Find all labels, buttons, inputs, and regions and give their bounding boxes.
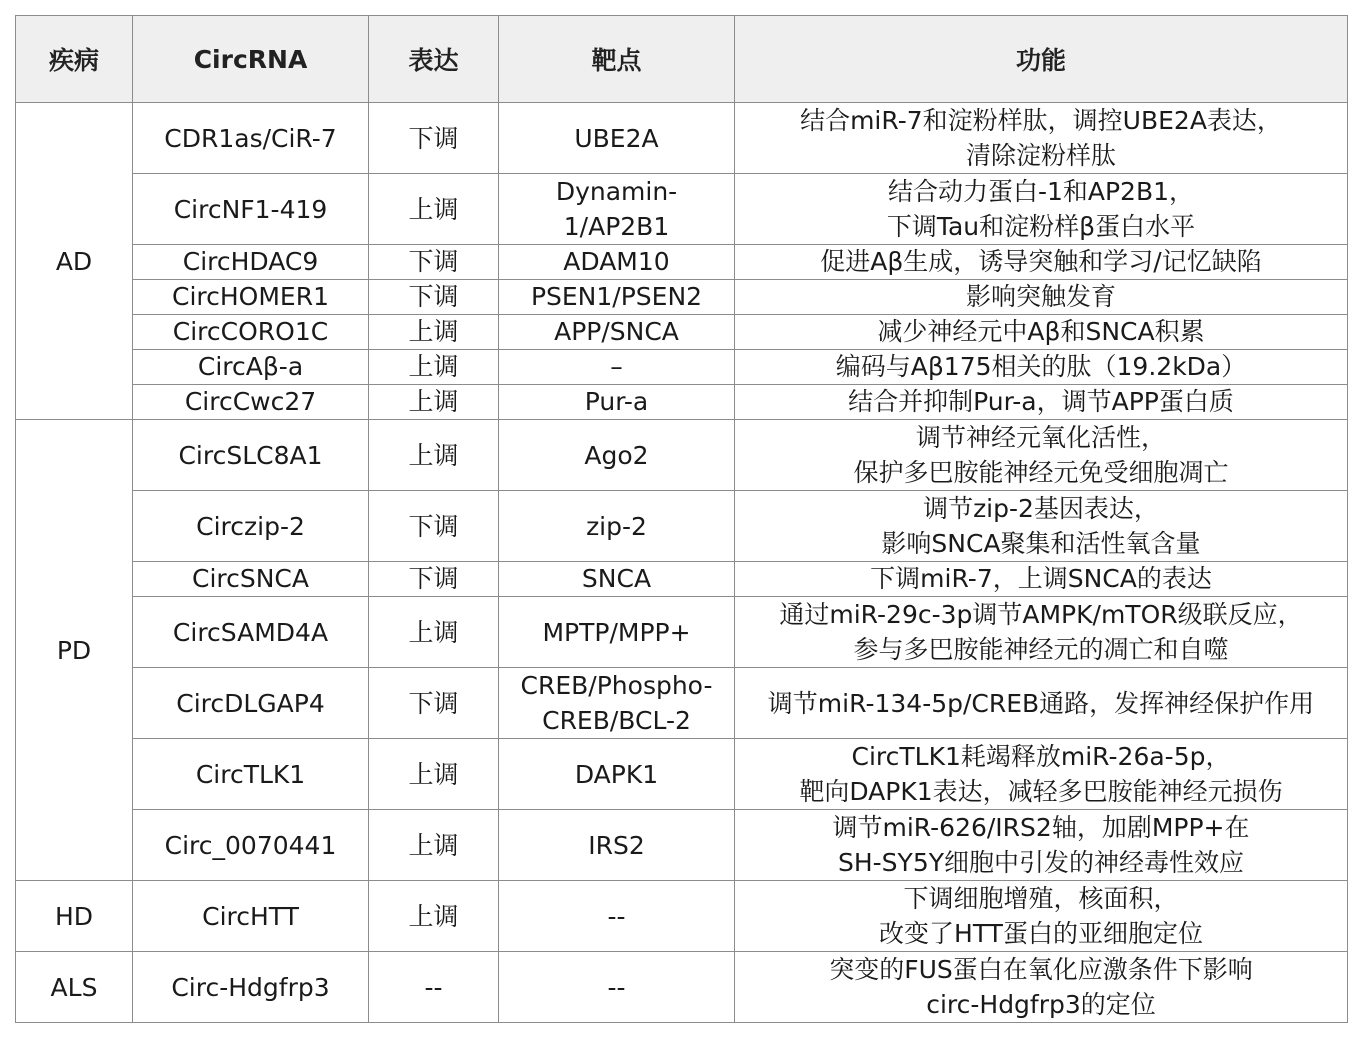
circrna-cell: Circ-Hdgfrp3 (133, 952, 369, 1023)
circrna-cell: CircSLC8A1 (133, 420, 369, 491)
function-cell: 下调miR-7，上调SNCA的表达 (735, 562, 1348, 597)
target-cell: PSEN1/PSEN2 (499, 280, 735, 315)
circrna-cell: CircCORO1C (133, 315, 369, 350)
disease-cell-ad: AD (16, 103, 133, 420)
circrna-cell: Circ_0070441 (133, 810, 369, 881)
table-row (16, 103, 1348, 174)
table-row (16, 174, 1348, 245)
target-cell: -- (499, 952, 735, 1023)
function-cell: CircTLK1耗竭释放miR-26a-5p， 靶向DAPK1表达，减轻多巴胺能神经元损伤 (735, 739, 1348, 810)
expression-cell: 下调 (369, 245, 499, 280)
table-row (16, 385, 1348, 420)
circrna-cell: CircTLK1 (133, 739, 369, 810)
circrna-table (15, 15, 1348, 1023)
table-header-row (16, 16, 1348, 103)
expression-cell: 上调 (369, 315, 499, 350)
target-cell: UBE2A (499, 103, 735, 174)
table-container (15, 15, 1348, 1023)
function-cell: 编码与Aβ175相关的肽（19.2kDa） (735, 350, 1348, 385)
function-cell: 影响突触发育 (735, 280, 1348, 315)
expression-cell: 上调 (369, 881, 499, 952)
table-row (16, 315, 1348, 350)
function-cell: 通过miR-29c-3p调节AMPK/mTOR级联反应， 参与多巴胺能神经元的凋亡和自噬 (735, 597, 1348, 668)
header-disease: 疾病 (16, 16, 133, 103)
table-row (16, 597, 1348, 668)
table-row (16, 810, 1348, 881)
function-cell: 减少神经元中Aβ和SNCA积累 (735, 315, 1348, 350)
circrna-cell: CircNF1-419 (133, 174, 369, 245)
expression-cell: 下调 (369, 668, 499, 739)
expression-cell: 下调 (369, 103, 499, 174)
header-expression: 表达 (369, 16, 499, 103)
circrna-cell: CircSNCA (133, 562, 369, 597)
expression-cell: 下调 (369, 491, 499, 562)
table-row (16, 739, 1348, 810)
function-cell: 调节miR-134-5p/CREB通路，发挥神经保护作用 (735, 668, 1348, 739)
circrna-cell: CircHTT (133, 881, 369, 952)
table-row (16, 952, 1348, 1023)
function-cell: 下调细胞增殖，核面积， 改变了HTT蛋白的亚细胞定位 (735, 881, 1348, 952)
expression-cell: 上调 (369, 597, 499, 668)
table-row (16, 420, 1348, 491)
function-cell: 调节神经元氧化活性， 保护多巴胺能神经元免受细胞凋亡 (735, 420, 1348, 491)
target-cell: ADAM10 (499, 245, 735, 280)
table-row (16, 280, 1348, 315)
target-cell: Pur-a (499, 385, 735, 420)
circrna-cell: CircHDAC9 (133, 245, 369, 280)
target-cell: -- (499, 881, 735, 952)
function-cell: 结合动力蛋白-1和AP2B1， 下调Tau和淀粉样β蛋白水平 (735, 174, 1348, 245)
table-row (16, 245, 1348, 280)
function-cell: 结合并抑制Pur-a，调节APP蛋白质 (735, 385, 1348, 420)
circrna-cell: CircAβ-a (133, 350, 369, 385)
circrna-cell: CircDLGAP4 (133, 668, 369, 739)
target-cell: MPTP/MPP+ (499, 597, 735, 668)
expression-cell: -- (369, 952, 499, 1023)
target-cell: DAPK1 (499, 739, 735, 810)
expression-cell: 上调 (369, 350, 499, 385)
target-cell: CREB/Phospho- CREB/BCL-2 (499, 668, 735, 739)
circrna-cell: Circzip-2 (133, 491, 369, 562)
circrna-cell: CDR1as/CiR-7 (133, 103, 369, 174)
expression-cell: 上调 (369, 739, 499, 810)
disease-cell-pd: PD (16, 420, 133, 881)
target-cell: SNCA (499, 562, 735, 597)
target-cell: APP/SNCA (499, 315, 735, 350)
expression-cell: 上调 (369, 420, 499, 491)
expression-cell: 下调 (369, 562, 499, 597)
table-row (16, 562, 1348, 597)
circrna-cell: CircHOMER1 (133, 280, 369, 315)
expression-cell: 上调 (369, 385, 499, 420)
function-cell: 促进Aβ生成，诱导突触和学习/记忆缺陷 (735, 245, 1348, 280)
target-cell: Ago2 (499, 420, 735, 491)
function-cell: 突变的FUS蛋白在氧化应激条件下影响 circ-Hdgfrp3的定位 (735, 952, 1348, 1023)
disease-cell-als: ALS (16, 952, 133, 1023)
function-cell: 结合miR-7和淀粉样肽，调控UBE2A表达， 清除淀粉样肽 (735, 103, 1348, 174)
expression-cell: 下调 (369, 280, 499, 315)
disease-cell-hd: HD (16, 881, 133, 952)
function-cell: 调节zip-2基因表达， 影响SNCA聚集和活性氧含量 (735, 491, 1348, 562)
target-cell: zip-2 (499, 491, 735, 562)
table-row (16, 350, 1348, 385)
circrna-cell: CircSAMD4A (133, 597, 369, 668)
table-row (16, 881, 1348, 952)
header-circrna: CircRNA (133, 16, 369, 103)
header-target: 靶点 (499, 16, 735, 103)
circrna-cell: CircCwc27 (133, 385, 369, 420)
table-row (16, 668, 1348, 739)
target-cell: Dynamin- 1/AP2B1 (499, 174, 735, 245)
function-cell: 调节miR-626/IRS2轴，加剧MPP+在 SH-SY5Y细胞中引发的神经毒性效应 (735, 810, 1348, 881)
expression-cell: 上调 (369, 810, 499, 881)
header-function: 功能 (735, 16, 1348, 103)
target-cell: – (499, 350, 735, 385)
target-cell: IRS2 (499, 810, 735, 881)
table-row (16, 491, 1348, 562)
expression-cell: 上调 (369, 174, 499, 245)
